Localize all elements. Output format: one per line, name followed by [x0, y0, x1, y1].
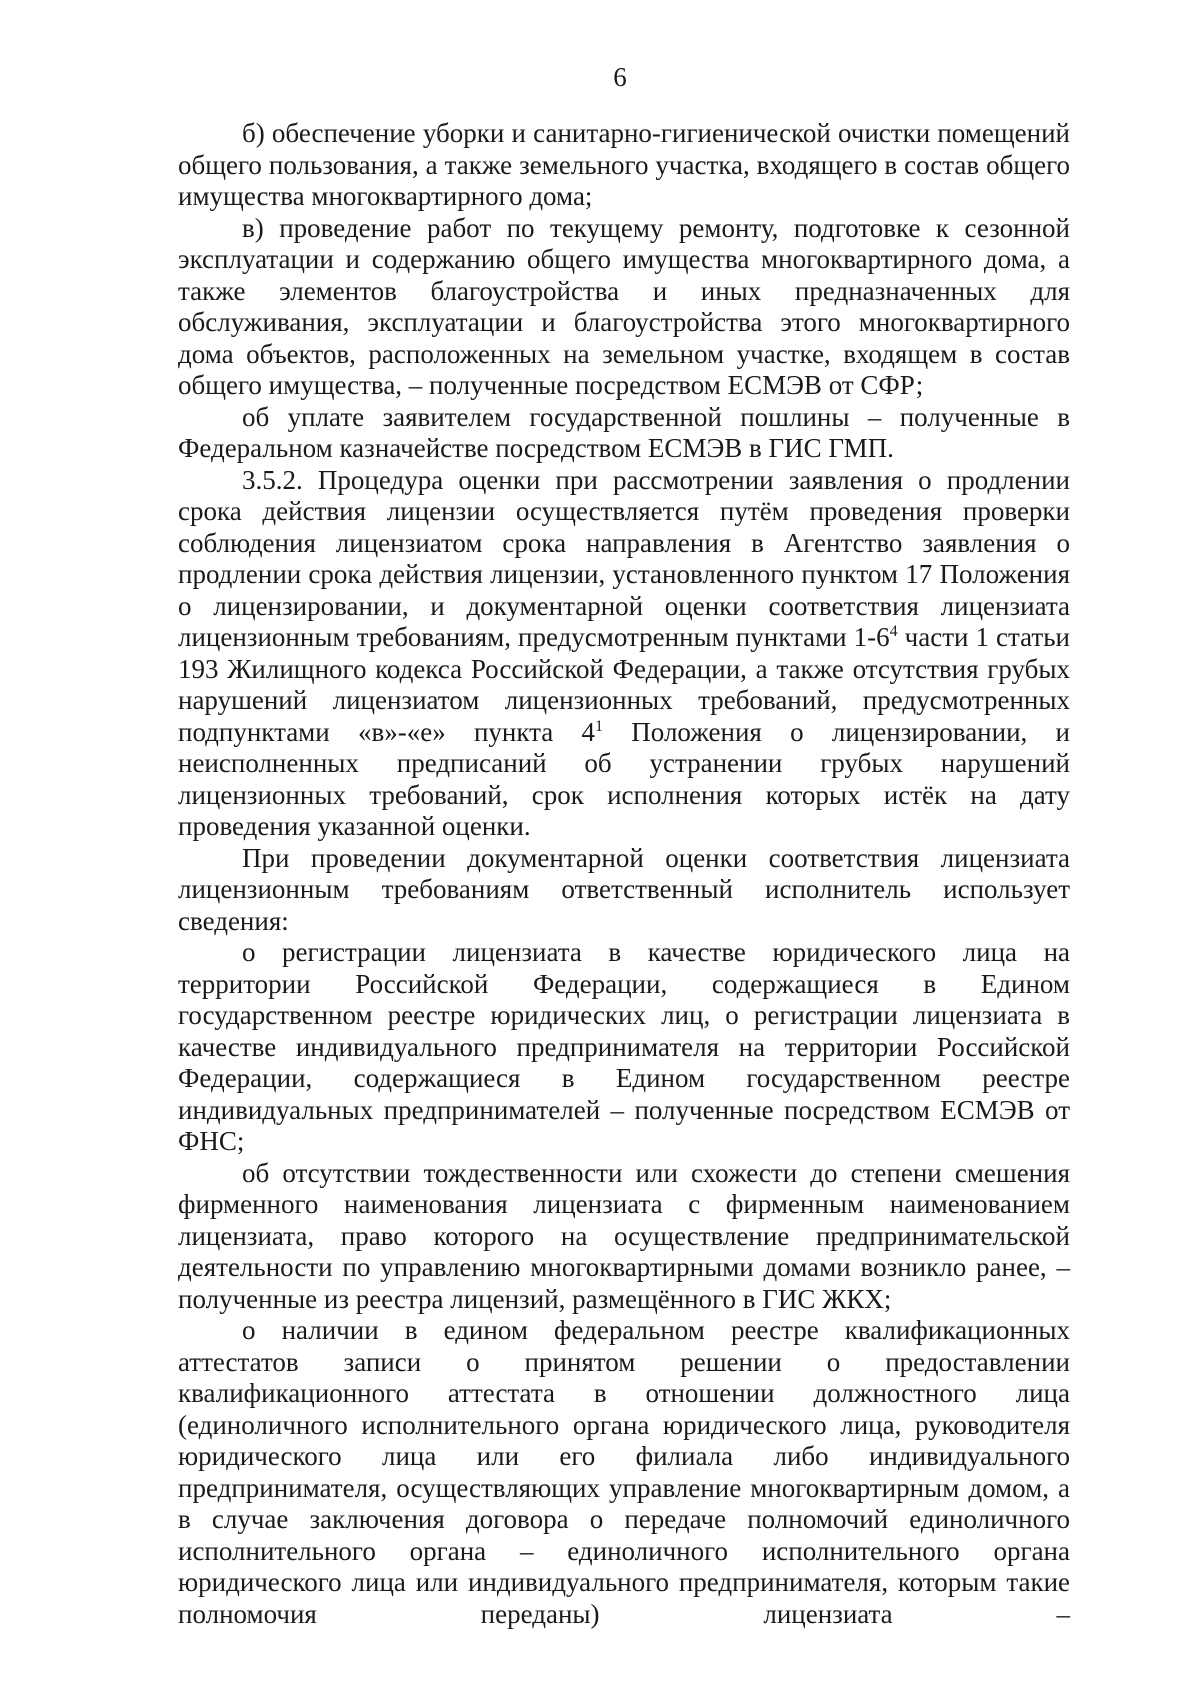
paragraph-registration: о регистрации лицензиата в качестве юридического лица на территории Российской Федерации, содержащиеся в Едином государственном реестре юридических лиц, о регистрации лицензиата в качестве индивидуального предпринимателя на территории Российской Федерации, содержащиеся в Едином государственном реестре индивидуальных предпринимателей – полученные посредством ЕСМЭВ от ФНС; — [178, 937, 1070, 1156]
paragraph-qualification-certificate: о наличии в едином федеральном реестре квалификационных аттестатов записи о принятом решении о предоставлении квалификационного аттестата в отношении должностного лица (единоличного исполнительного органа юридического лица, руководителя юридического лица или его филиала либо индивидуального предпринимателя, осуществляющих управление многоквартирным домом, а в случае заключения договора о передаче полномочий единоличного исполнительного органа – единоличного исполнительного органа юридического лица или индивидуального предпринимателя, которым такие полномочия переданы) лицензиата – — [178, 1315, 1070, 1629]
superscript-4: 4 — [889, 623, 898, 640]
paragraph-3-5-2 — [178, 465, 1070, 843]
page-number: 6 — [613, 62, 627, 92]
superscript-1: 1 — [595, 717, 604, 735]
document-body — [178, 118, 1070, 1630]
paragraph-3-5-2-part-1: 3.5.2. Процедура оценки при рассмотрении заявления о продлении срока действия лицензии осуществляется путём проведения проверки соблюдения лицензиатом срока направления в Агентство заявления о продлении срока действия лицензии, установленного пунктом 17 Положения о лицензировании, и документарной оценки соответствия лицензиата лицензионным требованиям, предусмотренным пунктами 1-6 — [178, 464, 1070, 652]
paragraph-documentary-assessment: При проведении документарной оценки соответствия лицензиата лицензионным требованиям ответственный исполнитель использует сведения: — [178, 842, 1070, 936]
paragraph-v: в) проведение работ по текущему ремонту, подготовке к сезонной эксплуатации и содержанию общего имущества многоквартирного дома, а также элементов благоустройства и иных предназначенных для обслуживания, эксплуатации и благоустройства этого многоквартирного дома объектов, расположенных на земельном участке, входящем в состав общего имущества, – полученные посредством ЕСМЭВ от СФР; — [178, 212, 1070, 400]
paragraph-state-fee: об уплате заявителем государственной пошлины – полученные в Федеральном казначействе посредством ЕСМЭВ в ГИС ГМП. — [178, 401, 1070, 463]
paragraph-company-name: об отсутствии тождественности или схожести до степени смешения фирменного наименования лицензиата с фирменным наименованием лицензиата, право которого на осуществление предпринимательской деятельности по управлению многоквартирными домами возникло ранее, – полученные из реестра лицензий, размещённого в ГИС ЖКХ; — [178, 1157, 1070, 1314]
paragraph-b: б) обеспечение уборки и санитарно-гигиенической очистки помещений общего пользования, а также земельного участка, входящего в состав общего имущества многоквартирного дома; — [178, 118, 1070, 211]
paragraph-3-5-2-part-2: части 1 статьи 193 Жилищного кодекса Российской Федерации, а также отсутствия грубых нарушений лицензиатом лицензионных требований, предусмотренных подпунктами «в»-«е» пункта 4 — [178, 622, 1070, 747]
paragraph-3-5-2-part-3: Положения о лицензировании, и неисполненных предписаний об устранении грубых нарушений лицензионных требований, срок исполнения которых истёк на дату проведения указанной оценки. — [178, 716, 1070, 841]
